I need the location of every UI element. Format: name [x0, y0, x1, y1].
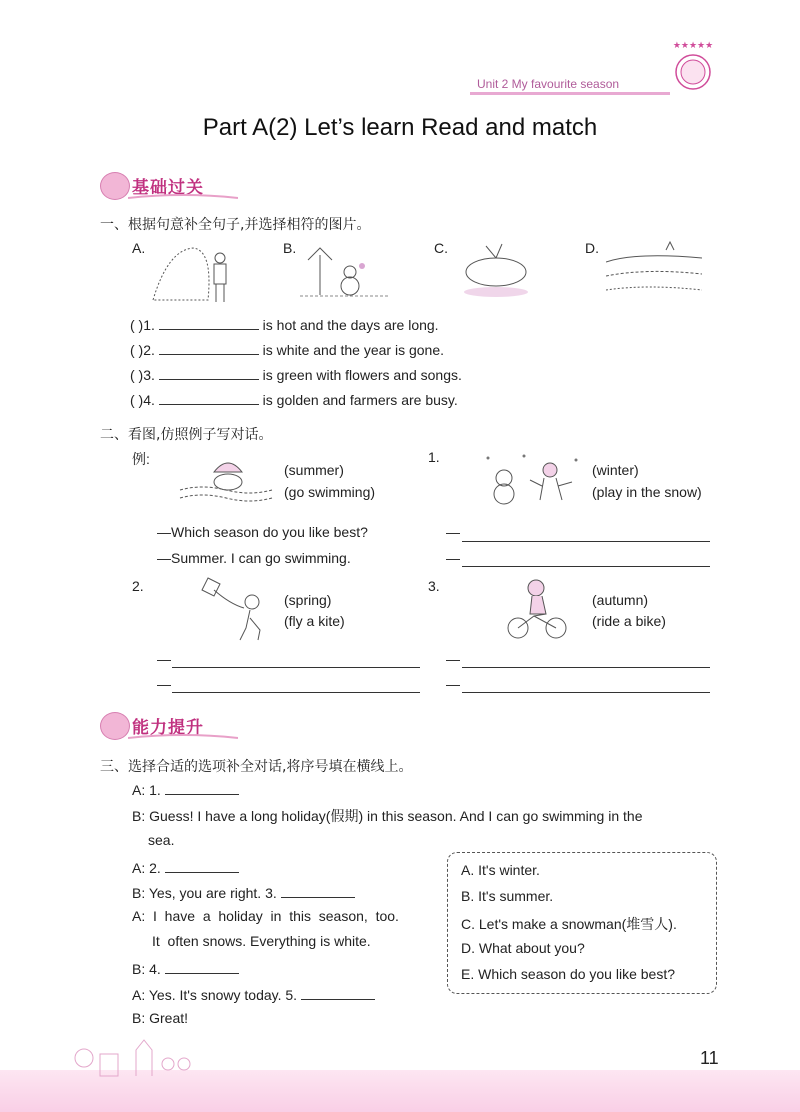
answer-blank-3[interactable]: [281, 883, 355, 898]
publisher-badge-icon: [665, 38, 721, 94]
option-a-label: A.: [132, 240, 146, 256]
option-b: B. It's summer.: [461, 888, 554, 904]
answer-blank-2[interactable]: [165, 858, 239, 873]
banner-label: 基础过关: [132, 178, 204, 198]
answer-blank-1[interactable]: [165, 780, 239, 795]
example-dialogue-2: —Summer. I can go swimming.: [157, 550, 351, 566]
dialogue-text: A: 1.: [132, 782, 161, 798]
option-d: D. What about you?: [461, 940, 585, 956]
page-number: 11: [700, 1048, 719, 1068]
answer-blank[interactable]: [159, 390, 259, 405]
q1-sentence-2: [130, 340, 444, 358]
item-3-number: 3.: [428, 578, 440, 594]
swimming-image: [178, 452, 274, 502]
q3-instruction: 三、选择合适的选项补全对话,将序号填在横线上。: [100, 759, 413, 775]
item-2-dash-1: —: [157, 651, 171, 667]
dialogue-line-7: [132, 985, 375, 1003]
swoosh-decoration: [128, 732, 238, 740]
item-1-activity: (play in the snow): [592, 484, 702, 500]
item-1-dash-1: —: [446, 524, 460, 540]
item-3-dash-2: —: [446, 676, 460, 692]
sentence-text: is green with flowers and songs.: [262, 367, 462, 383]
dialogue-line-8: B: Great!: [132, 1010, 189, 1026]
item-3-dash-1: —: [446, 651, 460, 667]
section-banner-advanced: [100, 710, 240, 740]
sentence-text: is white and the year is gone.: [262, 342, 445, 358]
item-3-answer-line-2[interactable]: [462, 692, 710, 693]
girl-avatar-icon: [100, 712, 130, 740]
banner-label: 能力提升: [132, 718, 204, 738]
item-2-season: (spring): [284, 592, 332, 608]
item-2-answer-line-2[interactable]: [172, 692, 420, 693]
q2-instruction: 二、看图,仿照例子写对话。: [100, 427, 273, 443]
sentence-text: is hot and the days are long.: [262, 317, 439, 333]
example-season: (summer): [284, 462, 344, 478]
option-c-label: C.: [434, 240, 448, 256]
header-rule: [470, 92, 670, 95]
autumn-field-image: [606, 240, 702, 300]
item-3-season: (autumn): [592, 592, 649, 608]
snow-play-image: [480, 450, 584, 508]
sentence-text: is golden and farmers are busy.: [262, 392, 458, 408]
answer-blank-5[interactable]: [301, 985, 375, 1000]
dialogue-line-3: [132, 858, 239, 876]
dialogue-text: A: 2.: [132, 860, 161, 876]
dialogue-line-5: A: I have a holiday in this season, too.: [132, 908, 399, 924]
item-3-activity: (ride a bike): [592, 613, 666, 629]
item-2-answer-line-1[interactable]: [172, 667, 420, 668]
dialogue-line-1: [132, 780, 239, 798]
answer-blank[interactable]: [159, 315, 259, 330]
item-1-answer-line-2[interactable]: [462, 566, 710, 567]
castle-decoration-icon: [70, 1030, 200, 1080]
sentence-number: ( )4.: [130, 392, 155, 408]
example-dialogue-1: —Which season do you like best?: [157, 524, 368, 540]
page-title: Part A(2) Let’s learn Read and match: [202, 114, 598, 141]
example-activity: (go swimming): [284, 484, 376, 500]
answer-blank[interactable]: [159, 365, 259, 380]
q1-sentence-4: [130, 390, 458, 408]
option-c: C. Let's make a snowman(堆雪人).: [461, 916, 677, 932]
example-label: 例:: [132, 451, 150, 467]
item-2-activity: (fly a kite): [284, 613, 345, 629]
unit-title: Unit 2 My favourite season: [477, 77, 620, 91]
q1-sentence-3: [130, 365, 462, 383]
item-2-dash-2: —: [157, 676, 171, 692]
swoosh-decoration: [128, 192, 238, 200]
option-a: A. It's winter.: [461, 862, 540, 878]
kite-boy-image: [200, 574, 270, 644]
item-1-number: 1.: [428, 449, 440, 465]
bike-girl-image: [506, 576, 568, 642]
answer-blank[interactable]: [159, 340, 259, 355]
section-banner-basic: [100, 170, 240, 200]
q1-sentence-1: [130, 315, 439, 333]
item-1-dash-2: —: [446, 550, 460, 566]
q1-instruction: 一、根据句意补全句子,并选择相符的图片。: [100, 217, 371, 233]
item-2-number: 2.: [132, 578, 144, 594]
dialogue-line-2-cont: sea.: [148, 832, 175, 848]
dialogue-line-4: [132, 883, 355, 901]
svg-text:★★★★★: ★★★★★: [672, 41, 714, 51]
item-3-answer-line-1[interactable]: [462, 667, 710, 668]
dialogue-line-2: B: Guess! I have a long holiday(假期) in this season. And I can go swimming in the: [132, 808, 643, 824]
dialogue-line-5-cont: It often snows. Everything is white.: [152, 933, 371, 949]
item-1-answer-line-1[interactable]: [462, 541, 710, 542]
dialogue-text: B: 4.: [132, 961, 161, 977]
option-d-label: D.: [585, 240, 599, 256]
item-1-season: (winter): [592, 462, 639, 478]
answer-blank-4[interactable]: [165, 959, 239, 974]
sentence-number: ( )2.: [130, 342, 155, 358]
dialogue-text: B: Yes, you are right. 3.: [132, 885, 277, 901]
spring-flowers-image: [456, 240, 536, 300]
winter-snowman-image: [300, 240, 390, 300]
option-e: E. Which season do you like best?: [461, 966, 676, 982]
dialogue-text: A: Yes. It's snowy today. 5.: [132, 987, 298, 1003]
dialogue-line-6: [132, 959, 239, 977]
girl-avatar-icon: [100, 172, 130, 200]
sentence-number: ( )3.: [130, 367, 155, 383]
option-b-label: B.: [283, 240, 297, 256]
summer-tree-image: [148, 240, 238, 306]
sentence-number: ( )1.: [130, 317, 155, 333]
